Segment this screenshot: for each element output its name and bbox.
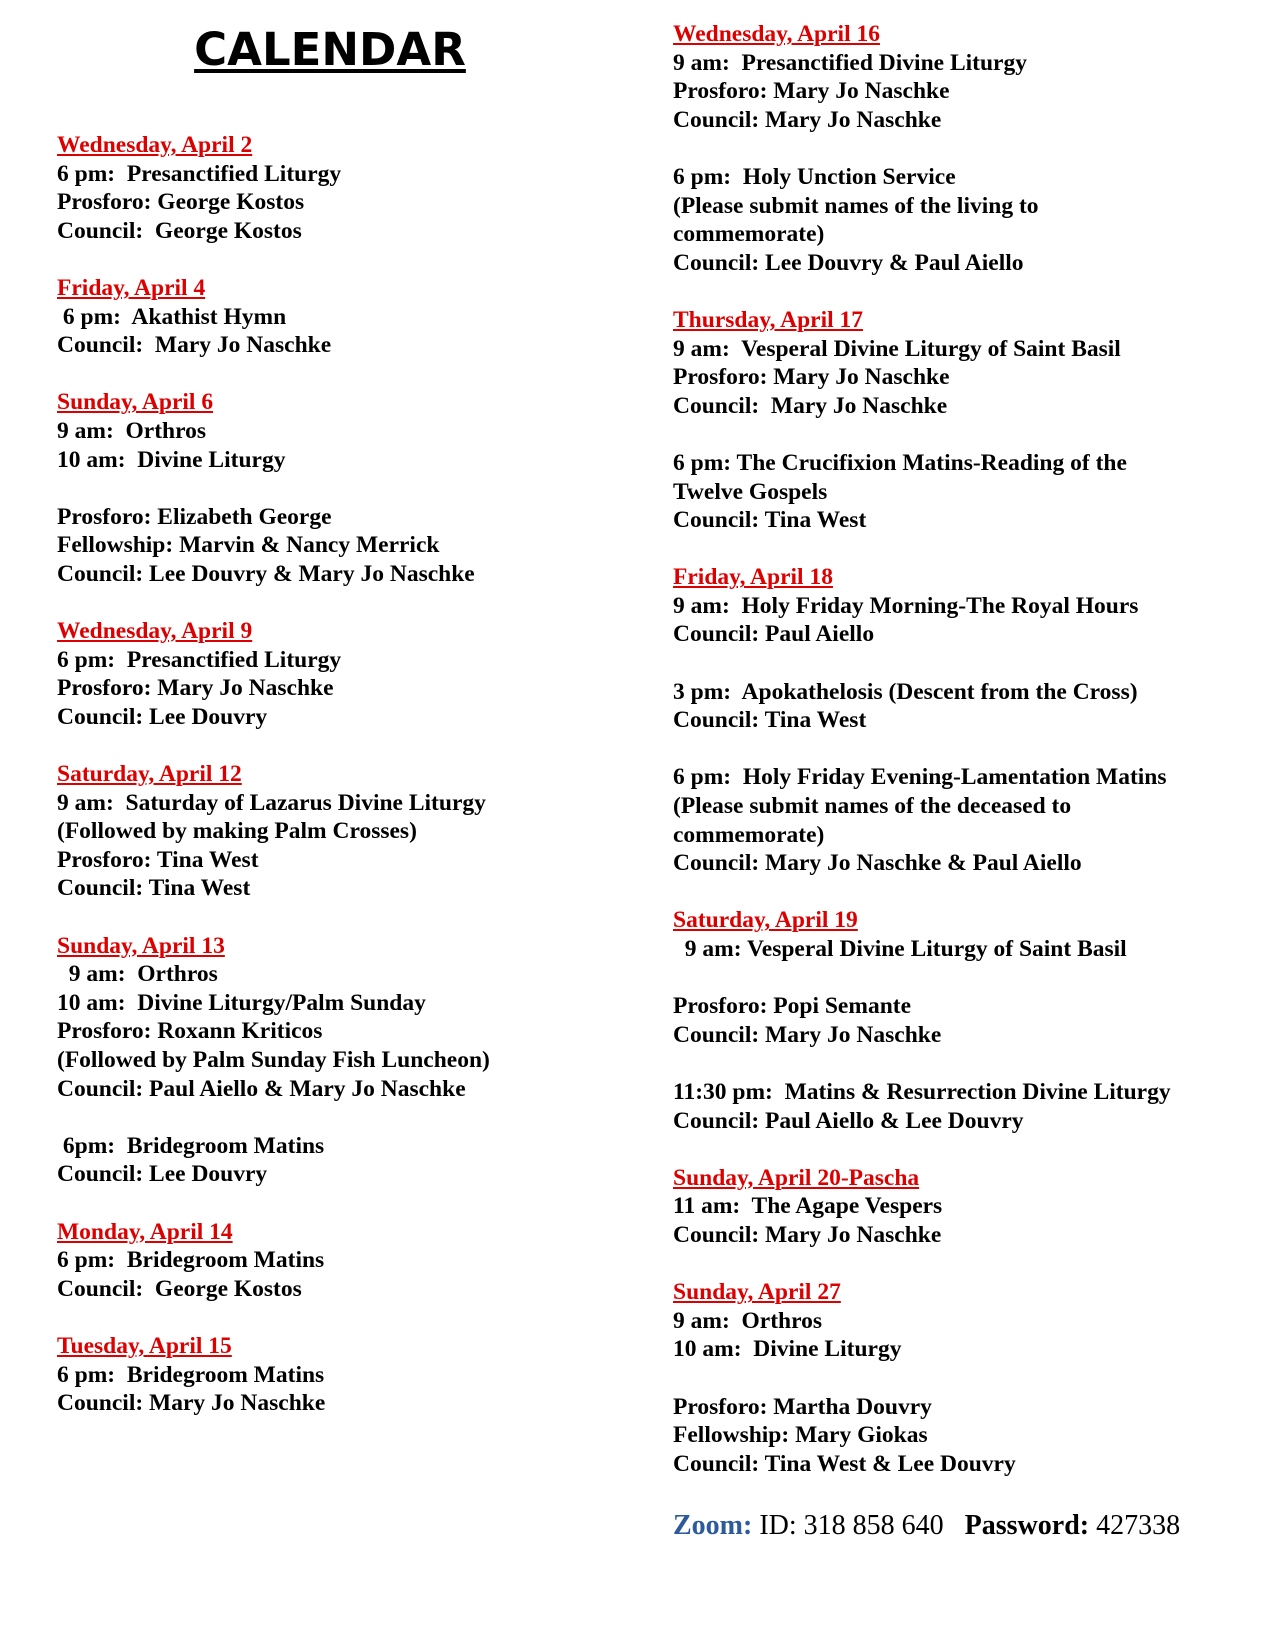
event-day-heading: Sunday, April 13	[57, 932, 225, 959]
event-day-heading: Wednesday, April 2	[57, 132, 253, 158]
event-line: Council: Paul Aiello & Mary Jo Naschke	[57, 1075, 466, 1102]
event-line: 9 am: Orthros	[673, 1307, 823, 1334]
event-line: Council: Tina West & Lee Douvry	[673, 1450, 1016, 1477]
event-line: Council: Mary Jo Naschke	[57, 1390, 326, 1417]
calendar-event	[57, 274, 657, 360]
event-line: Fellowship: Mary Giokas	[673, 1422, 928, 1449]
calendar-event	[57, 932, 657, 1189]
event-line: (Please submit names of the deceased to	[673, 793, 1072, 820]
event-line: 3 pm: Apokathelosis (Descent from the Cross)	[673, 678, 1138, 705]
event-line: Council: Mary Jo Naschke	[673, 1221, 942, 1248]
event-day-heading: Wednesday, April 16	[673, 21, 880, 47]
blank-line	[57, 1103, 657, 1132]
event-line: 6 pm: Holy Friday Evening-Lamentation Matins	[673, 764, 1167, 791]
event-day-heading: Friday, April 18	[673, 564, 833, 591]
event-line: (Followed by Palm Sunday Fish Luncheon)	[57, 1047, 490, 1073]
calendar-event	[673, 563, 1273, 878]
event-line: Council: Lee Douvry & Mary Jo Naschke	[57, 560, 475, 587]
event-line: Council: George Kostos	[57, 217, 302, 244]
event-line: 9 am: Vesperal Divine Liturgy of Saint Basil	[673, 335, 1121, 362]
event-day-heading: Saturday, April 19	[673, 907, 858, 934]
event-line: Council: Tina West	[673, 507, 867, 534]
event-day-heading: Friday, April 4	[57, 274, 206, 301]
calendar-event	[673, 906, 1273, 1135]
calendar-event	[673, 1164, 1273, 1250]
event-line: Council: Paul Aiello & Lee Douvry	[673, 1107, 1024, 1134]
event-line: Prosforo: George Kostos	[57, 189, 305, 216]
event-line: (Followed by making Palm Crosses)	[57, 818, 417, 845]
event-line: Prosforo: Popi Semante	[673, 993, 912, 1020]
event-line: Council: Mary Jo Naschke & Paul Aiello	[673, 850, 1082, 877]
event-day-heading: Thursday, April 17	[673, 306, 864, 333]
calendar-event	[673, 1278, 1273, 1478]
calendar-event	[57, 760, 657, 903]
event-line: 6pm: Bridegroom Matins	[57, 1132, 325, 1159]
event-line: Council: George Kostos	[57, 1275, 302, 1302]
event-line: Prosforo: Roxann Kriticos	[57, 1018, 323, 1045]
blank-line	[673, 1364, 1273, 1393]
event-line: Prosforo: Tina West	[57, 846, 259, 873]
zoom-password-value: 427338	[1089, 1510, 1181, 1541]
calendar-event	[57, 617, 657, 731]
event-line: Prosforo: Elizabeth George	[57, 503, 332, 530]
event-line: 11:30 pm: Matins & Resurrection Divine Liturgy	[673, 1078, 1171, 1105]
event-day-heading: Tuesday, April 15	[57, 1332, 232, 1359]
event-line: Prosforo: Mary Jo Naschke	[673, 78, 950, 105]
event-line: 9 am: Holy Friday Morning-The Royal Hours	[673, 592, 1139, 619]
zoom-id: ID: 318 858 640	[752, 1510, 965, 1541]
event-day-heading: Saturday, April 12	[57, 761, 242, 788]
blank-line	[673, 134, 1273, 163]
event-day-heading: Monday, April 14	[57, 1218, 233, 1245]
event-line: 10 am: Divine Liturgy/Palm Sunday	[57, 989, 426, 1016]
event-line: 6 pm: Presanctified Liturgy	[57, 646, 342, 673]
blank-line	[673, 964, 1273, 993]
event-line: Council: Mary Jo Naschke	[673, 1021, 942, 1048]
blank-line	[673, 735, 1273, 764]
blank-line	[57, 474, 657, 503]
event-line: Prosforo: Martha Douvry	[673, 1393, 932, 1420]
event-line: Council: Lee Douvry	[57, 1161, 268, 1188]
calendar-event	[57, 131, 657, 245]
event-line: 9 am: Saturday of Lazarus Divine Liturgy	[57, 789, 486, 816]
zoom-password-label: Password:	[964, 1510, 1090, 1541]
event-line: 6 pm: Bridegroom Matins	[57, 1247, 325, 1274]
event-day-heading: Wednesday, April 9	[57, 618, 253, 645]
event-line: Council: Mary Jo Naschke	[673, 106, 942, 133]
blank-line	[673, 420, 1273, 449]
event-line: Council: Mary Jo Naschke	[57, 332, 332, 359]
event-line: Prosforo: Mary Jo Naschke	[57, 675, 334, 702]
calendar-right-column	[673, 20, 1273, 1507]
page-title: CALENDAR	[194, 23, 466, 76]
event-line: 6 pm: Bridegroom Matins	[57, 1361, 325, 1388]
event-line: 9 am: Vesperal Divine Liturgy of Saint Basil	[673, 936, 1127, 962]
event-line: (Please submit names of the living to	[673, 192, 1039, 219]
event-line: 6 pm: Presanctified Liturgy	[57, 160, 342, 187]
zoom-info	[673, 1510, 1273, 1542]
event-line: Council: Lee Douvry & Paul Aiello	[673, 249, 1024, 276]
event-day-heading: Sunday, April 20-Pascha	[673, 1164, 920, 1191]
event-line: 9 am: Presanctified Divine Liturgy	[673, 49, 1027, 76]
blank-line	[673, 649, 1273, 678]
calendar-event	[57, 388, 657, 588]
event-line: Council: Paul Aiello	[673, 621, 875, 648]
event-line: Council: Mary Jo Naschke	[673, 392, 948, 419]
event-line: commemorate)	[673, 821, 825, 848]
event-line: Fellowship: Marvin & Nancy Merrick	[57, 532, 440, 559]
event-line: 11 am: The Agape Vespers	[673, 1193, 943, 1220]
event-line: 10 am: Divine Liturgy	[57, 446, 286, 473]
event-line: commemorate)	[673, 221, 825, 248]
event-day-heading: Sunday, April 27	[673, 1279, 841, 1306]
zoom-label: Zoom:	[673, 1510, 753, 1541]
event-line: 9 am: Orthros	[57, 961, 218, 988]
event-line: 10 am: Divine Liturgy	[673, 1336, 902, 1363]
event-line: Prosforo: Mary Jo Naschke	[673, 364, 950, 391]
calendar-event	[57, 1332, 657, 1418]
calendar-left-column	[57, 131, 657, 1446]
calendar-event	[673, 20, 1273, 277]
event-line: 9 am: Orthros	[57, 417, 207, 444]
blank-line	[673, 1049, 1273, 1078]
event-line: Twelve Gospels	[673, 478, 828, 505]
calendar-event	[57, 1218, 657, 1304]
event-day-heading: Sunday, April 6	[57, 389, 214, 416]
event-line: Council: Tina West	[57, 875, 251, 902]
event-line: 6 pm: The Crucifixion Matins-Reading of the	[673, 449, 1127, 476]
event-line: 6 pm: Akathist Hymn	[57, 303, 287, 330]
event-line: Council: Tina West	[673, 707, 867, 734]
event-line: Council: Lee Douvry	[57, 703, 268, 730]
calendar-event	[673, 306, 1273, 535]
event-line: 6 pm: Holy Unction Service	[673, 163, 956, 190]
